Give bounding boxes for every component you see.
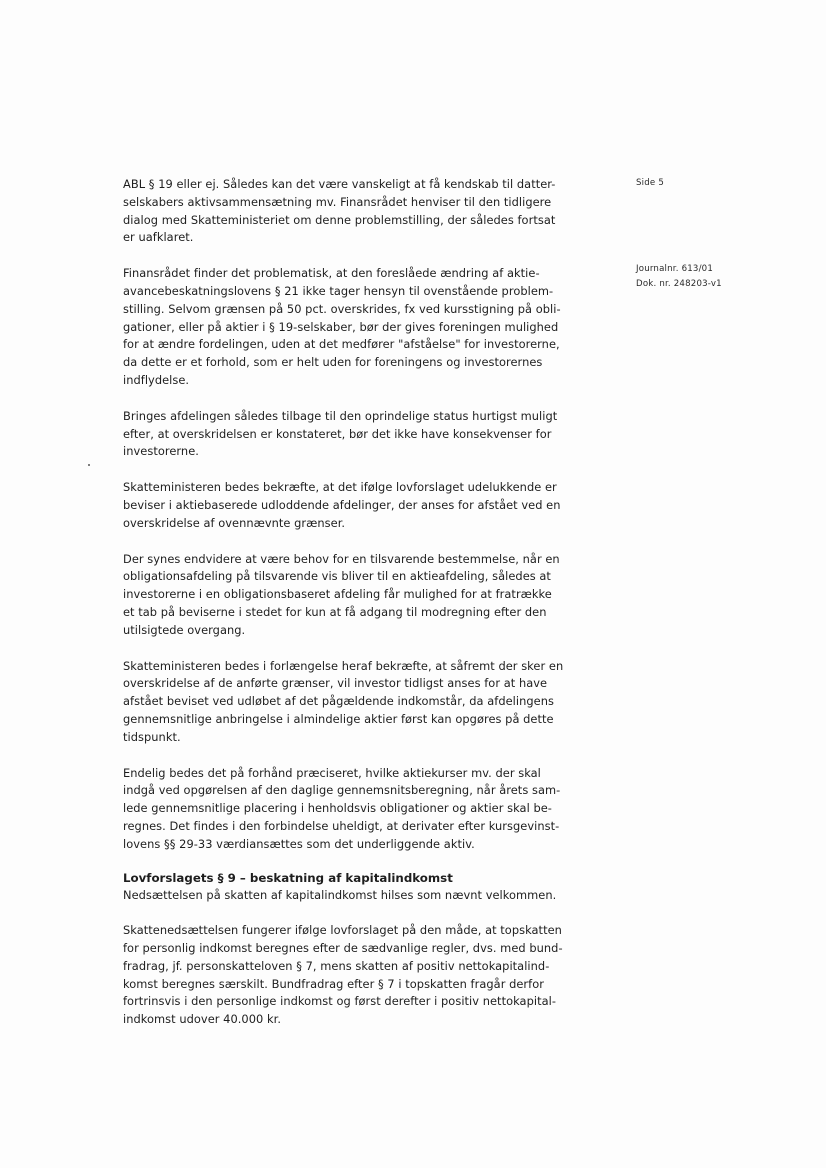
scan-speck <box>88 464 90 466</box>
section-block <box>123 870 598 905</box>
paragraph-8: Skattenedsættelsen fungerer ifølge lovforslaget på den måde, at topskatten for personlig indkomst beregnes efter de sædvanlige regler, dvs. med bund- fradrag, jf. personskatteloven § 7, mens skatten af positiv nettokapitalind- komst beregnes særskilt. Bundfradrag efter § 7 i topskatten fragår derfor fortrinsvis i den personlige indkomst og først derefter i positiv nettokapital- indkomst udover 40.000 kr. <box>123 923 563 1027</box>
paragraph-4: Skatteministeren bedes bekræfte, at det ifølge lovforslaget udelukkende er beviser i aktiebaserede udloddende afdelinger, der anses for afstået ved en overskridelse af ovennævnte grænser. <box>123 480 561 530</box>
paragraph-1: ABL § 19 eller ej. Således kan det være vanskeligt at få kendskab til datter- selskabers aktivsammensætning mv. Finansrådet henviser til den tidligere dialog med Skatteministeriet om denne problemstilling, der således fortsat er uafklaret. <box>123 177 556 245</box>
paragraph-7: Endelig bedes det på forhånd præciseret, hvilke aktiekurser mv. der skal indgå ved opgørelsen af den daglige gennemsnitsberegning, når årets sam- lede gennemsnitlige placering i henholdsvis obligationer og aktier skal be- regnes. Det findes i den forbindelse uheldigt, at derivater efter kursgevinst- lovens §§ 29-33 værdiansættes som det underliggende aktiv. <box>123 765 561 851</box>
paragraph-2: Finansrådet finder det problematisk, at den foreslåede ændring af aktie- avancebeskatningslovens § 21 ikke tager hensyn til ovenstående problem- stilling. Selvom grænsen på 50 pct. overskrides, fx ved kursstigning på obli- gationer, eller på aktier i § 19-selskaber, bør der gives foreningen mulighed for at ændre fordelingen, uden at det medfører "afståelse" for investorerne, da dette er et forhold, som er helt uden for foreningens og investorernes indflydelse. <box>123 266 561 387</box>
paragraph-6: Skatteministeren bedes i forlængelse heraf bekræfte, at såfremt der sker en overskridelse af de anførte grænser, vil investor tidligst anses for at have afstået beviset ved udløbet af det pågældende indkomstår, da afdelingens gennemsnitlige anbringelse i almindelige aktier først kan opgøres på dette tidspunkt. <box>123 658 564 744</box>
paragraph-5: Der synes endvidere at være behov for en tilsvarende bestemmelse, når en obligationsafdeling på tilsvarende vis bliver til en aktieafdeling, således at investorerne i en obligationsbaseret afdeling får mulighed for at fratrække et tab på beviserne i stedet for kun at få adgang til modregning efter den utilsigtede overgang. <box>123 551 560 637</box>
section-heading: Lovforslagets § 9 – beskatning af kapitalindkomst <box>123 870 453 885</box>
paragraph-3: Bringes afdelingen således tilbage til den oprindelige status hurtigst muligt efter, at overskridelsen er konstateret, bør det ikke have konsekvenser for investorerne. <box>123 408 558 459</box>
letter-body <box>123 176 598 1029</box>
journal-number: Journalnr. 613/01 <box>636 264 714 274</box>
section-intro: Nedsættelsen på skatten af kapitalindkomst hilses som nævnt velkommen. <box>123 887 557 902</box>
page-label: Side 5 <box>636 178 664 188</box>
page-number <box>636 176 664 191</box>
reference-block <box>636 262 722 292</box>
document-number: Dok. nr. 248203-v1 <box>636 279 722 289</box>
